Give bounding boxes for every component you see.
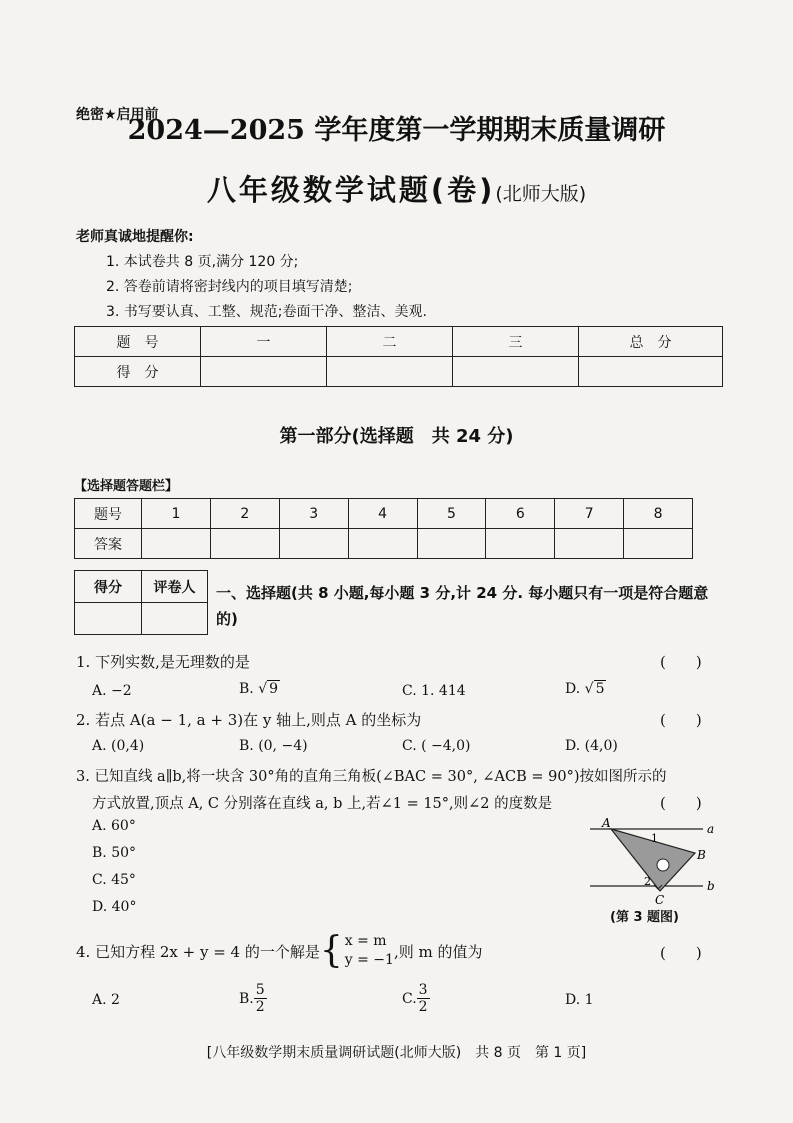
subject-title: 八年级数学试题(卷) (206, 173, 496, 207)
grade-score-cell[interactable] (75, 603, 142, 635)
radicand: 5 (595, 681, 605, 697)
q3-option-a: A. 60° (92, 818, 136, 834)
answer-paren: ( ) (660, 944, 702, 962)
label-C: C (655, 893, 665, 907)
label-line-b: b (707, 879, 715, 893)
score-header: 三 (453, 327, 579, 357)
q1-option-b (239, 681, 280, 697)
q2-option-c: C. ( −4,0) (402, 738, 471, 754)
score-cell[interactable] (327, 357, 453, 387)
q4-option-c (402, 982, 430, 1015)
figure-caption: (第 3 题图) (610, 910, 679, 925)
label-B: B (697, 848, 706, 862)
ruler-hole (657, 859, 669, 871)
answer-cell[interactable] (486, 529, 555, 559)
score-header: 二 (327, 327, 453, 357)
q1-option-a: A. −2 (92, 683, 132, 699)
q4-stem-suffix: ,则 m 的值为 (393, 942, 483, 961)
option-prefix: B. (239, 990, 254, 1007)
q2-option-d: D. (4,0) (565, 738, 618, 754)
answer-cell[interactable] (142, 529, 211, 559)
score-header: 总 分 (579, 327, 723, 357)
option-prefix: B. (239, 681, 259, 697)
answer-box-label: 【选择题答题栏】 (74, 479, 179, 494)
q3-option-b: B. 50° (92, 845, 137, 861)
q4-option-b (239, 982, 267, 1015)
exam-title: 2024—2025 学年度第一学期期末质量调研 (127, 115, 666, 146)
score-cell[interactable] (579, 357, 723, 387)
answer-cell[interactable] (624, 529, 693, 559)
denominator: 2 (418, 999, 428, 1015)
label-angle-2: 2 (644, 875, 651, 888)
question-number: 7 (555, 499, 624, 529)
score-cell[interactable] (201, 357, 327, 387)
note-item: 1. 本试卷共 8 页,满分 120 分; (106, 254, 299, 270)
sqrt-sign: √ 5 (584, 681, 605, 697)
question-3-stem-line2: 方式放置,顶点 A, C 分别落在直线 a, b 上,若∠1 = 15°,则∠2 的度数是 (92, 796, 553, 812)
answer-row-label: 题号 (75, 499, 142, 529)
label-angle-1: 1 (651, 832, 658, 845)
numerator: 3 (418, 982, 428, 998)
answer-cell[interactable] (417, 529, 486, 559)
section-title: 一、选择题(共 8 小题,每小题 3 分,计 24 分. 每小题只有一项是符合题意的) (216, 584, 709, 628)
label-line-a: a (707, 822, 715, 836)
equation-system (320, 932, 394, 970)
q4-option-a: A. 2 (92, 992, 120, 1008)
answer-cell[interactable] (279, 529, 348, 559)
system-row: y = −1 (344, 952, 394, 968)
answer-cell[interactable] (555, 529, 624, 559)
score-row-label: 得 分 (75, 357, 201, 387)
system-rows (345, 932, 394, 970)
question-number: 6 (486, 499, 555, 529)
brace-icon: { (319, 930, 343, 971)
answer-cell[interactable] (210, 529, 279, 559)
answer-row-label: 答案 (75, 529, 142, 559)
confidential-mark: 绝密★启用前 (76, 107, 159, 123)
question-number: 8 (624, 499, 693, 529)
question-number: 3 (279, 499, 348, 529)
label-A: A (602, 816, 611, 830)
note-item: 3. 书写要认真、工整、规范;卷面干净、整洁、美观. (106, 304, 427, 320)
answer-table (74, 498, 693, 559)
answer-paren: ( ) (660, 794, 702, 812)
score-header: 一 (201, 327, 327, 357)
answer-paren: ( ) (660, 711, 702, 729)
radicand: 9 (269, 681, 279, 697)
question-3-figure (585, 815, 725, 907)
option-prefix: D. (565, 681, 585, 697)
grade-grader-label: 评卷人 (142, 571, 208, 603)
question-3-stem: 3. 已知直线 a∥b,将一块含 30°角的直角三角板(∠BAC = 30°, ∠ACB = 90°)按如图所示的 (76, 769, 667, 785)
question-number: 4 (348, 499, 417, 529)
answer-cell[interactable] (348, 529, 417, 559)
question-1-stem: 1. 下列实数,是无理数的是 (76, 653, 250, 671)
q2-option-a: A. (0,4) (92, 738, 145, 754)
question-number: 5 (417, 499, 486, 529)
fraction (254, 982, 267, 1015)
question-number: 1 (142, 499, 211, 529)
numerator: 5 (255, 982, 265, 998)
note-item: 2. 答卷前请将密封线内的项目填写清楚; (106, 279, 353, 295)
q1-option-c: C. 1. 414 (402, 683, 466, 699)
grade-grader-cell[interactable] (142, 603, 208, 635)
question-2-stem: 2. 若点 A(a − 1, a + 3)在 y 轴上,则点 A 的坐标为 (76, 711, 422, 729)
q4-stem-prefix: 4. 已知方程 2x + y = 4 的一个解是 (76, 942, 320, 961)
q3-option-d: D. 40° (92, 899, 137, 915)
grade-box (74, 570, 208, 635)
edition-label: (北师大版) (495, 183, 587, 205)
option-prefix: C. (402, 990, 417, 1007)
notes-heading: 老师真诚地提醒你: (76, 229, 194, 245)
fraction (417, 982, 430, 1015)
sqrt-sign: √ 9 (258, 681, 279, 697)
question-number: 2 (210, 499, 279, 529)
exam-subtitle (0, 168, 793, 209)
answer-paren: ( ) (660, 653, 702, 671)
question-4-stem (76, 932, 482, 970)
grade-score-label: 得分 (75, 571, 142, 603)
score-cell[interactable] (453, 357, 579, 387)
q4-option-d: D. 1 (565, 992, 594, 1008)
system-row: x = m (344, 933, 387, 949)
q2-option-b: B. (0, −4) (239, 738, 308, 754)
q1-option-d (565, 681, 606, 697)
page-footer: [八年级数学期末质量调研试题(北师大版) 共 8 页 第 1 页] (206, 1045, 587, 1061)
score-header: 题 号 (75, 327, 201, 357)
q3-option-c: C. 45° (92, 872, 136, 888)
denominator: 2 (255, 999, 265, 1015)
part-title: 第一部分(选择题 共 24 分) (279, 426, 514, 447)
score-table (74, 326, 723, 387)
